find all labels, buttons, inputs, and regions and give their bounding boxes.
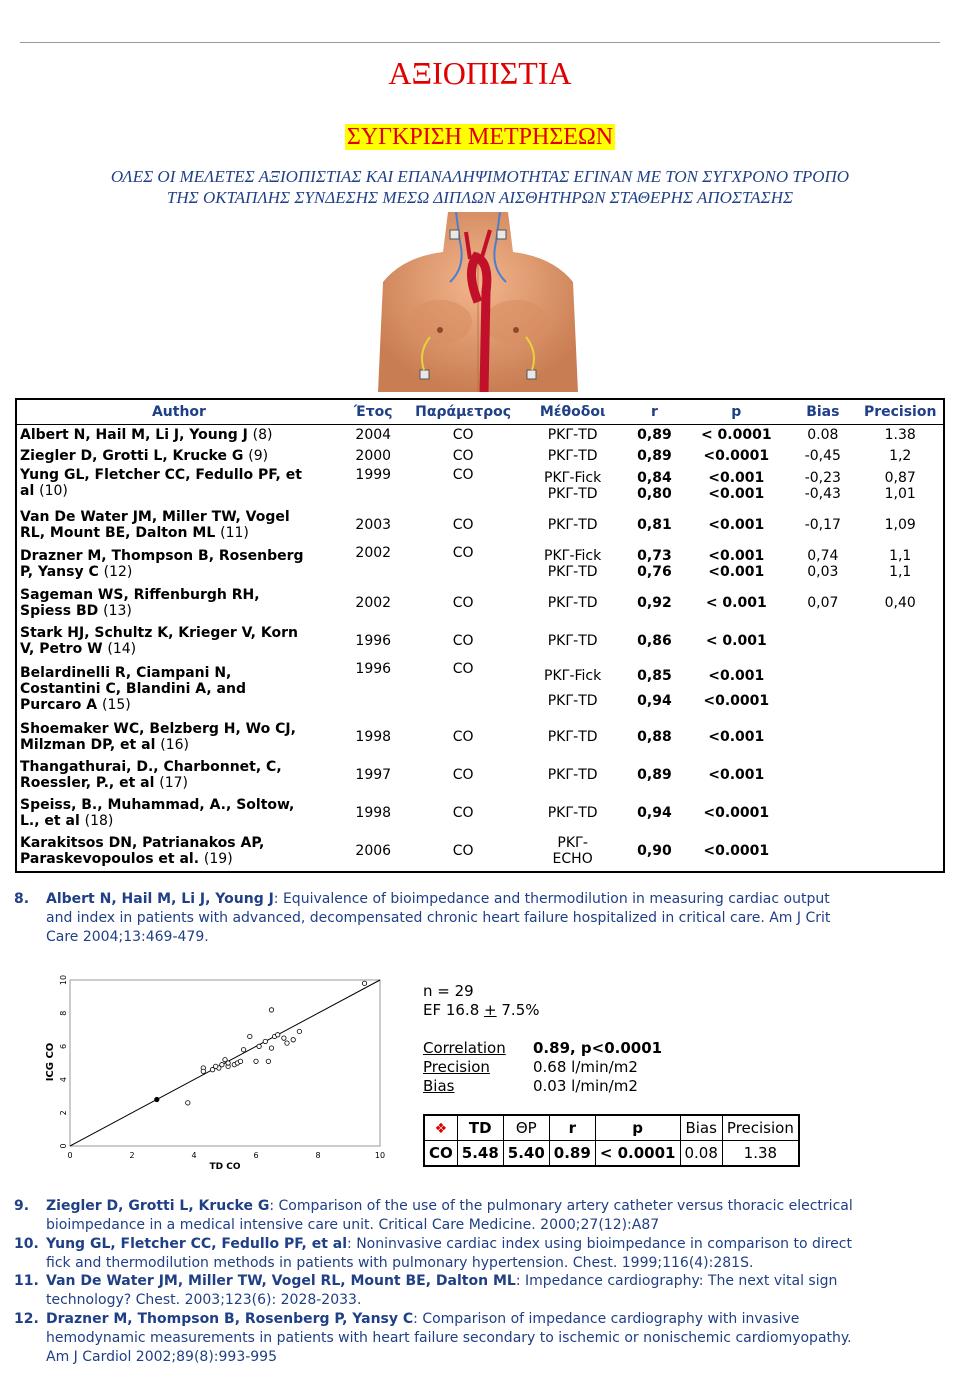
summary-header-row: ❖ TD ΘΡ r p Bias Precision xyxy=(424,1115,799,1141)
scatter-point xyxy=(362,981,366,985)
reference-10: 10. Yung GL, Fletcher CC, Fedullo PF, et al: Noninvasive cardiac index using bioimpedance in comparison to direct fick and thermodilution methods in patients with pulmonary hypertension. Chest. 1999;116(4):281S. xyxy=(14,1236,852,1271)
scatter-point xyxy=(282,1036,286,1040)
scatter-point xyxy=(269,1008,273,1012)
scatter-point xyxy=(276,1033,280,1037)
scatter-point xyxy=(241,1048,245,1052)
table-row: Belardinelli R, Ciampani N, Costantini C, Blandini A, and Purcaro A (15) 1996 CO ΡΚΓ-Fick ΡΚΓ-TD 0,85 0,94 <0.001 <0.0001 xyxy=(20,660,770,713)
table-row: Karakitsos DN, Patrianakos AP, Paraskevopoulos et al. (19) 2006 CO ΡΚΓ- ECHO 0,90 <0.0001 xyxy=(20,835,770,867)
table-row: Stark HJ, Schultz K, Krieger V, Korn V, Petro W (14) 1996 CO ΡΚΓ-TD 0,86 < 0.001 xyxy=(20,624,767,657)
diamond-bullet-icon: ❖ xyxy=(434,1121,448,1137)
torso-illustration xyxy=(378,212,578,392)
scatter-point xyxy=(155,1097,159,1101)
col-precision: Precision xyxy=(857,399,944,425)
y-tick-label: 0 xyxy=(59,1143,68,1149)
scatter-point xyxy=(201,1069,205,1073)
scatter-plot xyxy=(40,972,390,1172)
scatter-point xyxy=(214,1064,218,1068)
identity-line xyxy=(70,980,380,1146)
y-tick-label: 6 xyxy=(59,1043,68,1049)
scatter-point xyxy=(297,1029,301,1033)
scatter-point xyxy=(186,1101,190,1105)
scatter-point xyxy=(269,1046,273,1050)
scatter-point xyxy=(291,1038,295,1042)
study-summary xyxy=(423,982,540,1020)
reference-12: 12. Drazner M, Thompson B, Rosenberg P, Yansy C: Comparison of impedance cardiography with invasive hemodynamic measurements in patients with heart failure secondary to ischemic or nonischemic cardiomyopathy. Am J Cardiol 2002;89(8):993-995 xyxy=(14,1311,852,1365)
table-row: Albert N, Hail M, Li J, Young J (8) 2004 CO ΡΚΓ-TD 0,89 < 0.0001 0.08 1.38 xyxy=(20,427,916,444)
col-r: r xyxy=(625,399,685,425)
col-p: p xyxy=(684,399,788,425)
scatter-point xyxy=(226,1061,230,1065)
ejection-fraction: EF 16.8 + 7.5% xyxy=(423,1001,540,1019)
sample-size: n = 29 xyxy=(423,982,474,1000)
reference-9: 9. Ziegler D, Grotti L, Krucke G: Comparison of the use of the pulmonary artery catheter versus thoracic electrical bioimpedance in a medical intensive care unit. Critical Care Medicine. 2000;27(12):A87 xyxy=(14,1198,853,1233)
summary-table xyxy=(423,1114,800,1167)
scatter-point xyxy=(257,1044,261,1048)
scatter-point xyxy=(285,1041,289,1045)
table-row: Yung GL, Fletcher CC, Fedullo PF, et al (10) 1999 CO ΡΚΓ-Fick ΡΚΓ-TD 0,84 0,80 <0.001 <0.001 -0,23 -0,43 0,87 1,01 xyxy=(20,466,916,502)
x-axis-label: TD CO xyxy=(209,1162,241,1172)
summary-row: CO 5.48 5.40 0.89 < 0.0001 0.08 1.38 xyxy=(424,1141,799,1167)
x-tick-label: 0 xyxy=(67,1151,73,1160)
table-row: Speiss, B., Muhammad, A., Soltow, L., et al (18) 1998 CO ΡΚΓ-TD 0,94 <0.0001 xyxy=(20,796,770,829)
table-row: Ziegler D, Grotti L, Krucke G (9) 2000 CO ΡΚΓ-TD 0,89 <0.0001 -0,45 1,2 xyxy=(20,447,912,464)
agreement-stats: Correlation 0.89, p<0.0001 Precision 0.68 l/min/m2 Bias 0.03 l/min/m2 xyxy=(423,1039,663,1095)
col-method: Μέθοδοι xyxy=(521,399,625,425)
y-axis-label: ICG CO xyxy=(45,1042,56,1082)
top-divider xyxy=(20,42,940,43)
scatter-point xyxy=(254,1059,258,1063)
scatter-point xyxy=(238,1059,242,1063)
col-author: Author xyxy=(16,399,341,425)
table-row: Shoemaker WC, Belzberg H, Wo CJ, Milzman DP, et al (16) 1998 CO ΡΚΓ-TD 0,88 <0.001 xyxy=(20,720,765,753)
scatter-point xyxy=(263,1039,267,1043)
col-year: Έτος xyxy=(341,399,406,425)
description: ΟΛΕΣ ΟΙ ΜΕΛΕΤΕΣ ΑΞΙΟΠΙΣΤΙΑΣ ΚΑΙ ΕΠΑΝΑΛΗΨΙΜΟΤΗΤΑΣ ΕΓΙΝΑΝ ΜΕ ΤΟΝ ΣΥΓΧΡΟΝΟ ΤΡΟΠΟ ΤΗΣ ΟΚΤΑΠΛΗΣ ΣΥΝΔΕΣΗΣ ΜΕΣΩ ΔΙΠΛΩΝ ΑΙΣΘΗΤΗΡΩΝ ΣΤΑΘΕΡΗΣ ΑΠΟΣΤΑΣΗΣ xyxy=(110,167,850,207)
reliability-table xyxy=(15,398,945,873)
table-row: Thangathurai, D., Charbonnet, C, Roessler, P., et al (17) 1997 CO ΡΚΓ-TD 0,89 <0.001 xyxy=(20,758,765,791)
scatter-point xyxy=(220,1062,224,1066)
table-row: Drazner M, Thompson B, Rosenberg P, Yansy C (12) 2002 CO ΡΚΓ-Fick ΡΚΓ-TD 0,73 0,76 <0.001 <0.001 0,74 0,03 1,1 1,1 xyxy=(20,544,912,580)
table-row: Van De Water JM, Miller TW, Vogel RL, Mount BE, Dalton ML (11) 2003 CO ΡΚΓ-TD 0,81 <0.001 -0,17 1,09 xyxy=(20,508,916,541)
x-tick-label: 4 xyxy=(191,1151,197,1160)
y-tick-label: 4 xyxy=(59,1077,68,1083)
page-title: ΑΞΙΟΠΙΣΤΙΑ xyxy=(388,55,572,91)
y-tick-label: 8 xyxy=(59,1010,68,1016)
x-tick-label: 2 xyxy=(129,1151,135,1160)
y-tick-label: 10 xyxy=(59,974,68,986)
y-tick-label: 2 xyxy=(59,1110,68,1116)
scatter-point xyxy=(248,1034,252,1038)
table-header-row xyxy=(16,399,944,425)
x-tick-label: 6 xyxy=(253,1151,259,1160)
scatter-point xyxy=(266,1059,270,1063)
reference-11: 11. Van De Water JM, Miller TW, Vogel RL, Mount BE, Dalton ML: Impedance cardiography: The next vital sign technology? Chest. 2003;123(6): 2028-2033. xyxy=(14,1273,838,1308)
x-tick-label: 8 xyxy=(315,1151,321,1160)
x-tick-label: 10 xyxy=(374,1151,386,1160)
col-bias: Bias xyxy=(788,399,857,425)
reference-8: 8. Albert N, Hail M, Li J, Young J: Equivalence of bioimpedance and thermodilution in measuring cardiac output and index in patients with advanced, decompensated chronic heart failure hospitalized in critical care. Am J Crit Care 2004;13:469-479. xyxy=(14,891,831,945)
table-row: Sageman WS, Riffenburgh RH, Spiess BD (13) 2002 CO ΡΚΓ-TD 0,92 < 0.001 0,07 0,40 xyxy=(20,586,916,619)
col-parameter: Παράμετρος xyxy=(406,399,521,425)
page-subtitle: ΣΥΓΚΡΙΣΗ ΜΕΤΡΗΣΕΩΝ xyxy=(346,124,614,150)
